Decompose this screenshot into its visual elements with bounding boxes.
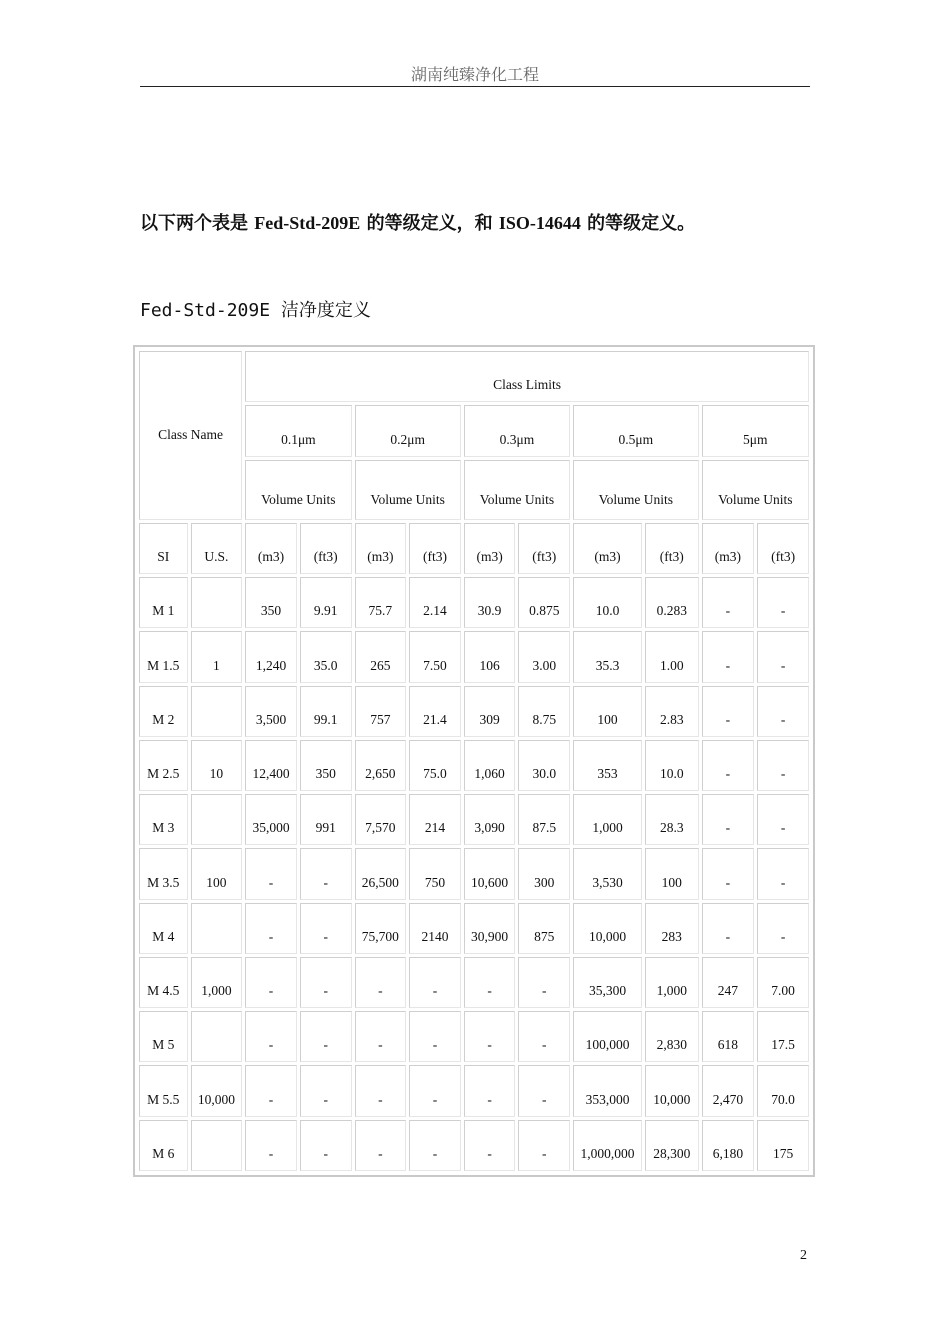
- us-column-header: U.S.: [191, 523, 243, 574]
- table-cell: 12,400: [245, 740, 297, 791]
- table-cell: -: [245, 1120, 297, 1171]
- us-class-cell: [191, 903, 243, 954]
- particle-size-header: 0.1μm: [245, 405, 351, 456]
- table-row: [139, 1011, 809, 1062]
- table-cell: 265: [355, 631, 407, 682]
- table-cell: 21.4: [409, 686, 461, 737]
- table-cell: -: [464, 957, 516, 1008]
- table-cell: 350: [245, 577, 297, 628]
- us-class-cell: [191, 686, 243, 737]
- table-cell: 7.50: [409, 631, 461, 682]
- si-column-header: SI: [139, 523, 188, 574]
- table-cell: 309: [464, 686, 516, 737]
- table-cell: 87.5: [518, 794, 570, 845]
- table-cell: 75.0: [409, 740, 461, 791]
- table-cell: 30,900: [464, 903, 516, 954]
- us-class-cell: [191, 1011, 243, 1062]
- si-class-cell: M 6: [139, 1120, 188, 1171]
- table-row: [139, 577, 809, 628]
- table-cell: 10,000: [645, 1065, 699, 1116]
- us-class-cell: [191, 577, 243, 628]
- unit-ft3-header: (ft3): [645, 523, 699, 574]
- table-cell: 35.3: [573, 631, 642, 682]
- table-cell: 283: [645, 903, 699, 954]
- table-cell: -: [518, 957, 570, 1008]
- table-cell: 175: [757, 1120, 809, 1171]
- table-cell: 2,650: [355, 740, 407, 791]
- table-cell: 875: [518, 903, 570, 954]
- si-class-cell: M 5.5: [139, 1065, 188, 1116]
- table-cell: 10,600: [464, 848, 516, 899]
- table-cell: -: [702, 794, 755, 845]
- table-cell: 0.875: [518, 577, 570, 628]
- si-class-cell: M 2.5: [139, 740, 188, 791]
- table-cell: 3,500: [245, 686, 297, 737]
- class-name-header: Class Name: [139, 351, 242, 520]
- table-cell: 750: [409, 848, 461, 899]
- table-cell: -: [702, 848, 755, 899]
- particle-size-header: 0.3μm: [464, 405, 570, 456]
- table-cell: -: [409, 957, 461, 1008]
- table-cell: 106: [464, 631, 516, 682]
- volume-units-header: Volume Units: [702, 460, 809, 520]
- table-cell: 75.7: [355, 577, 407, 628]
- us-class-cell: [191, 1120, 243, 1171]
- table-cell: 10.0: [573, 577, 642, 628]
- intro-text-2: 的等级定义，和: [360, 213, 499, 234]
- table-cell: -: [702, 631, 755, 682]
- table-cell: 6,180: [702, 1120, 755, 1171]
- table-cell: -: [518, 1011, 570, 1062]
- si-class-cell: M 5: [139, 1011, 188, 1062]
- us-class-cell: 1,000: [191, 957, 243, 1008]
- table-row: [139, 957, 809, 1008]
- table-cell: -: [757, 740, 809, 791]
- table-cell: -: [300, 1065, 352, 1116]
- unit-m3-header: (m3): [355, 523, 407, 574]
- table-cell: -: [464, 1120, 516, 1171]
- table-cell: -: [245, 1011, 297, 1062]
- table-cell: 35,300: [573, 957, 642, 1008]
- table-cell: 100,000: [573, 1011, 642, 1062]
- us-class-cell: 100: [191, 848, 243, 899]
- table-cell: 100: [645, 848, 699, 899]
- particle-size-header: 0.2μm: [355, 405, 461, 456]
- table-cell: -: [757, 794, 809, 845]
- table-cell: 214: [409, 794, 461, 845]
- intro-text-1: 以下两个表是: [140, 213, 255, 234]
- table-cell: 70.0: [757, 1065, 809, 1116]
- unit-ft3-header: (ft3): [757, 523, 809, 574]
- table-cell: -: [702, 903, 755, 954]
- table-cell: 3.00: [518, 631, 570, 682]
- table-cell: 100: [573, 686, 642, 737]
- table-cell: 8.75: [518, 686, 570, 737]
- table-cell: 9.91: [300, 577, 352, 628]
- intro-paragraph: [140, 209, 695, 235]
- table-cell: 3,530: [573, 848, 642, 899]
- table-cell: 353: [573, 740, 642, 791]
- table-cell: 618: [702, 1011, 755, 1062]
- table-cell: 17.5: [757, 1011, 809, 1062]
- header-divider: [140, 86, 810, 87]
- table-row: [139, 903, 809, 954]
- table-cell: 991: [300, 794, 352, 845]
- volume-units-header: Volume Units: [573, 460, 699, 520]
- table-cell: -: [757, 848, 809, 899]
- cleanliness-class-table: [136, 348, 812, 1174]
- table-cell: -: [300, 957, 352, 1008]
- table-cell: -: [464, 1065, 516, 1116]
- us-class-cell: [191, 794, 243, 845]
- us-class-cell: 1: [191, 631, 243, 682]
- si-class-cell: M 3.5: [139, 848, 188, 899]
- table-cell: -: [245, 903, 297, 954]
- table-cell: 7.00: [757, 957, 809, 1008]
- table-row: [139, 686, 809, 737]
- table-cell: -: [702, 740, 755, 791]
- page-number: 2: [800, 1248, 807, 1263]
- table-cell: -: [409, 1120, 461, 1171]
- particle-size-header: 5μm: [702, 405, 809, 456]
- table-cell: 30.0: [518, 740, 570, 791]
- table-cell: -: [245, 1065, 297, 1116]
- volume-units-header: Volume Units: [355, 460, 461, 520]
- table-cell: 99.1: [300, 686, 352, 737]
- table-cell: 247: [702, 957, 755, 1008]
- table-cell: 28.3: [645, 794, 699, 845]
- cleanliness-table-frame: [133, 345, 815, 1177]
- us-class-cell: 10,000: [191, 1065, 243, 1116]
- table-cell: 1,000: [645, 957, 699, 1008]
- table-cell: 1.00: [645, 631, 699, 682]
- table-cell: 35.0: [300, 631, 352, 682]
- intro-text-3: 的等级定义。: [580, 213, 696, 234]
- unit-m3-header: (m3): [702, 523, 755, 574]
- table-cell: -: [702, 577, 755, 628]
- si-class-cell: M 1.5: [139, 631, 188, 682]
- table-cell: -: [300, 848, 352, 899]
- table-cell: 7,570: [355, 794, 407, 845]
- si-class-cell: M 4.5: [139, 957, 188, 1008]
- table-cell: -: [355, 1011, 407, 1062]
- si-class-cell: M 4: [139, 903, 188, 954]
- table-cell: 1,240: [245, 631, 297, 682]
- table-cell: -: [300, 1120, 352, 1171]
- unit-m3-header: (m3): [573, 523, 642, 574]
- table-cell: 1,000: [573, 794, 642, 845]
- table-cell: 35,000: [245, 794, 297, 845]
- si-class-cell: M 2: [139, 686, 188, 737]
- table-cell: 0.283: [645, 577, 699, 628]
- table-cell: -: [518, 1120, 570, 1171]
- si-class-cell: M 1: [139, 577, 188, 628]
- table-cell: 30.9: [464, 577, 516, 628]
- table-cell: 28,300: [645, 1120, 699, 1171]
- table-cell: 2,830: [645, 1011, 699, 1062]
- table-cell: -: [409, 1011, 461, 1062]
- si-class-cell: M 3: [139, 794, 188, 845]
- table-cell: -: [355, 1120, 407, 1171]
- table-cell: -: [464, 1011, 516, 1062]
- unit-ft3-header: (ft3): [409, 523, 461, 574]
- intro-standard-fed: Fed-Std-209E: [254, 213, 361, 233]
- unit-ft3-header: (ft3): [518, 523, 570, 574]
- table-cell: -: [757, 686, 809, 737]
- page-header: 湖南纯臻净化工程: [410, 65, 539, 84]
- table-cell: 2,470: [702, 1065, 755, 1116]
- table-cell: -: [757, 631, 809, 682]
- table-cell: 3,090: [464, 794, 516, 845]
- table-cell: -: [245, 848, 297, 899]
- table-cell: -: [702, 686, 755, 737]
- table-title: Fed-Std-209E 洁净度定义: [140, 300, 371, 321]
- table-cell: -: [300, 1011, 352, 1062]
- unit-m3-header: (m3): [464, 523, 516, 574]
- table-cell: -: [518, 1065, 570, 1116]
- table-cell: 2.83: [645, 686, 699, 737]
- volume-units-header: Volume Units: [245, 460, 351, 520]
- table-cell: -: [300, 903, 352, 954]
- unit-m3-header: (m3): [245, 523, 297, 574]
- intro-standard-iso: ISO-14644: [498, 213, 581, 233]
- table-row: [139, 1120, 809, 1171]
- table-cell: 75,700: [355, 903, 407, 954]
- table-cell: 2.14: [409, 577, 461, 628]
- table-cell: 2140: [409, 903, 461, 954]
- table-cell: 10.0: [645, 740, 699, 791]
- us-class-cell: 10: [191, 740, 243, 791]
- table-cell: 300: [518, 848, 570, 899]
- table-cell: -: [355, 957, 407, 1008]
- class-limits-header: Class Limits: [245, 351, 809, 402]
- table-cell: -: [409, 1065, 461, 1116]
- table-cell: 757: [355, 686, 407, 737]
- table-row: [139, 631, 809, 682]
- table-cell: 26,500: [355, 848, 407, 899]
- table-row: [139, 740, 809, 791]
- table-cell: -: [757, 577, 809, 628]
- table-cell: -: [355, 1065, 407, 1116]
- table-row: [139, 794, 809, 845]
- table-cell: 10,000: [573, 903, 642, 954]
- table-cell: 1,060: [464, 740, 516, 791]
- table-cell: -: [245, 957, 297, 1008]
- table-cell: 350: [300, 740, 352, 791]
- table-cell: -: [757, 903, 809, 954]
- volume-units-header: Volume Units: [464, 460, 570, 520]
- table-row: [139, 1065, 809, 1116]
- unit-ft3-header: (ft3): [300, 523, 352, 574]
- particle-size-header: 0.5μm: [573, 405, 699, 456]
- table-cell: 1,000,000: [573, 1120, 642, 1171]
- table-row: [139, 848, 809, 899]
- table-cell: 353,000: [573, 1065, 642, 1116]
